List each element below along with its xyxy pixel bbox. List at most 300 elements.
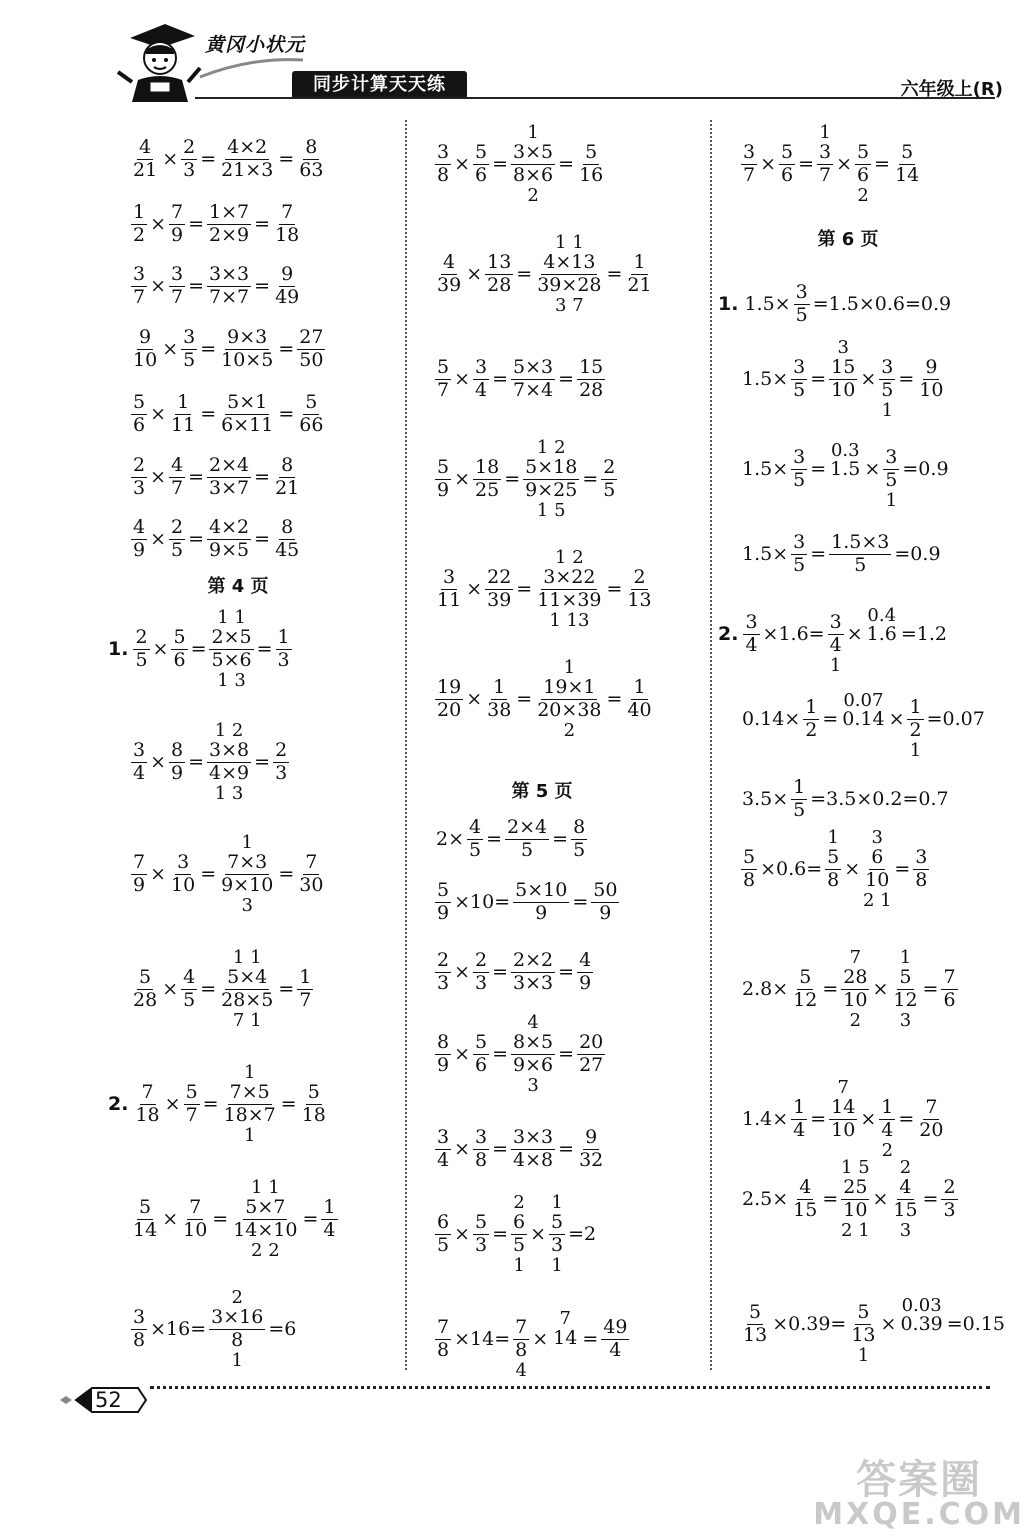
numerator: 3×8: [209, 739, 250, 761]
equation-part: [882, 446, 900, 511]
operator-text: =: [188, 527, 205, 550]
numerator: 5: [475, 141, 488, 163]
denominator: 5: [437, 1233, 450, 1256]
fraction: [435, 357, 451, 402]
fraction: [625, 677, 653, 722]
cancel-annotation-below: 1 5: [536, 499, 566, 521]
equation-part: [899, 622, 949, 645]
numerator: 3: [183, 326, 196, 348]
numerator: 2: [135, 626, 148, 648]
operator-text: 2.5×: [742, 1187, 789, 1210]
numerator: 3: [443, 566, 456, 588]
denominator: 9×5: [209, 538, 250, 561]
question-number: 1.: [108, 637, 129, 660]
cancel-annotation-below: 1: [551, 1254, 563, 1276]
page-number-badge: [58, 1382, 148, 1418]
denominator: 13: [743, 1323, 768, 1346]
cancel-annotation-above: 7: [849, 947, 862, 968]
fraction: [913, 847, 929, 892]
numerator: 8: [281, 454, 294, 476]
equation-row: [108, 264, 302, 309]
equation-row: [412, 817, 588, 862]
equation-row: [412, 232, 655, 316]
operator-text: =: [822, 707, 839, 730]
numerator: 5: [743, 846, 756, 868]
denominator: 5: [513, 1233, 526, 1256]
operator-text: ×: [864, 457, 881, 480]
fraction: [131, 327, 159, 372]
operator-text: =: [606, 577, 623, 600]
cancel-annotation-above: 7: [559, 1308, 571, 1330]
equation-part: [170, 627, 188, 672]
equation-row: [718, 689, 987, 761]
numerator: 9: [281, 263, 294, 285]
equation-part: [168, 852, 198, 897]
equation-part: [510, 122, 556, 206]
fraction: [829, 357, 857, 402]
numerator: 2: [133, 454, 146, 476]
operator-text: =: [606, 262, 623, 285]
question-number: 2.: [108, 1092, 129, 1115]
numerator: 2: [943, 1176, 956, 1198]
equation-part: [514, 577, 534, 600]
equation-row: [108, 392, 326, 437]
fraction: [169, 202, 185, 247]
equation-part: [148, 750, 168, 773]
equation-part: [514, 687, 534, 710]
denominator: 45: [275, 538, 300, 561]
operator-text: =: [278, 147, 295, 170]
equation-part: [580, 1327, 600, 1350]
equation-part: [452, 367, 472, 390]
equation-part: [945, 1312, 1007, 1335]
equation-part: [570, 817, 588, 862]
denominator: 4: [829, 633, 842, 656]
fraction: [219, 137, 275, 182]
equation-part: [163, 1092, 183, 1115]
fraction: [219, 392, 275, 437]
numerator: 2: [437, 949, 450, 971]
equation-part: [452, 467, 472, 490]
denominator: 3: [437, 971, 450, 994]
denominator: 16: [579, 163, 604, 186]
cancel-annotation-above: 1 2: [214, 720, 244, 741]
equation-part: [566, 1222, 598, 1245]
fraction: [207, 517, 251, 562]
page-header: [0, 0, 1033, 110]
operator-text: =: [188, 465, 205, 488]
equation-part: [790, 532, 808, 577]
operator-text: =: [200, 402, 217, 425]
equation-part: [206, 517, 252, 562]
denominator: 11: [437, 588, 462, 611]
denominator: 13: [851, 1323, 876, 1346]
numerator: 7: [515, 1316, 528, 1338]
equation-part: [230, 1177, 300, 1261]
operator-text: ×: [150, 212, 167, 235]
denominator: 3: [275, 761, 288, 784]
equation-part: [275, 627, 293, 672]
cancel-annotation-above: 2: [231, 1287, 243, 1308]
equation-part: [576, 357, 606, 402]
operator-text: =: [552, 827, 569, 850]
denominator: 12: [893, 988, 918, 1011]
operator-text: =: [558, 152, 575, 175]
equation-part: [827, 611, 845, 676]
fraction: [511, 950, 555, 995]
equation-part: [434, 827, 466, 850]
fraction: [131, 455, 147, 500]
denominator: 15: [893, 1198, 918, 1221]
denominator: 18: [275, 223, 300, 246]
operator-text: ×: [454, 1222, 471, 1245]
operator-text: ×: [530, 1222, 547, 1245]
numerator: 1: [133, 201, 146, 223]
numerator: 2×5: [211, 626, 252, 648]
equation-part: [151, 637, 171, 660]
equation-part: [130, 852, 148, 897]
fraction: [131, 967, 159, 1012]
denominator: 6×11: [221, 413, 274, 436]
operator-text: 1.5: [830, 457, 861, 480]
fraction: [485, 677, 513, 722]
fraction: [803, 697, 819, 742]
operator-text: =: [822, 977, 839, 1000]
equation-part: [472, 457, 502, 502]
equation-part: [132, 627, 150, 672]
fraction: [169, 852, 197, 897]
equation-part: [210, 1207, 230, 1230]
equation-part: [168, 455, 186, 500]
fraction: [435, 1032, 451, 1077]
equation-part: [879, 1312, 899, 1335]
operator-text: =: [280, 1092, 297, 1115]
fraction: [791, 777, 807, 822]
cancel-annotation-below: 3: [899, 1009, 912, 1031]
fraction: [181, 967, 197, 1012]
equation-part: [434, 950, 452, 995]
numerator: 7: [171, 201, 184, 223]
numerator: 3: [745, 611, 758, 633]
equation-row: [412, 547, 655, 631]
cancel-annotation-below: 3: [527, 1074, 539, 1096]
numerator: 50: [593, 879, 618, 901]
fraction: [625, 252, 653, 297]
equation-part: [624, 677, 654, 722]
fraction: [549, 1212, 565, 1257]
equation-part: [208, 607, 254, 691]
equation-row: [108, 455, 302, 500]
operator-text: =0.15: [946, 1312, 1005, 1335]
equation-row: [108, 202, 302, 247]
equation-part: [252, 527, 272, 550]
equation-part: [892, 142, 922, 187]
operator-text: =: [582, 467, 599, 490]
equation-part: [940, 1177, 958, 1222]
equation-part: [198, 337, 218, 360]
equation-part: [434, 1212, 452, 1257]
operator-text: ×: [150, 465, 167, 488]
numerator: 2×4: [507, 816, 548, 838]
operator-text: ×: [150, 527, 167, 550]
operator-text: =: [874, 152, 891, 175]
equation-part: [186, 527, 206, 550]
equation-part: [802, 697, 820, 742]
numerator: 2: [603, 456, 616, 478]
denominator: 8: [437, 163, 450, 186]
fraction: [511, 1127, 555, 1172]
cancel-annotation-below: 1 3: [214, 782, 244, 804]
cancel-annotation-above: 1: [551, 1192, 563, 1213]
equation-part: [434, 357, 452, 402]
cancel-annotation-above: 0.03: [901, 1294, 942, 1316]
equation-row: [412, 1308, 630, 1381]
operator-text: =: [278, 402, 295, 425]
numerator: 5: [781, 141, 794, 163]
equation-part: [828, 1077, 858, 1142]
fraction: [535, 567, 603, 612]
equation-part: [434, 880, 452, 925]
equation-part: [472, 1127, 490, 1172]
equation-part: [898, 1294, 944, 1335]
cancel-annotation-below: 1: [909, 739, 922, 761]
operator-text: ×14=: [454, 1327, 511, 1350]
numerator: 4: [799, 1176, 812, 1198]
numerator: 4×2: [209, 516, 250, 538]
fraction: [435, 457, 451, 502]
fraction: [849, 1302, 877, 1347]
numerator: 1: [633, 676, 646, 698]
denominator: 8: [827, 868, 840, 891]
equation-part: [790, 447, 808, 492]
fraction: [855, 142, 871, 187]
equation-part: [168, 202, 186, 247]
fraction: [297, 137, 325, 182]
equation-part: [472, 357, 490, 402]
equation-part: [896, 1107, 916, 1130]
cancel-annotation-above: 1 5: [841, 1157, 870, 1178]
denominator: 4: [475, 378, 488, 401]
numerator: 1: [805, 696, 818, 718]
equation-part: [556, 1137, 576, 1160]
fraction: [907, 697, 923, 742]
numerator: 3: [475, 1126, 488, 1148]
fraction: [297, 392, 325, 437]
operator-text: ×: [888, 707, 905, 730]
equation-part: [186, 274, 206, 297]
equation-part: [865, 604, 899, 645]
fraction: [917, 357, 945, 402]
equation-part: [180, 1197, 210, 1242]
equation-part: [870, 1187, 890, 1210]
numerator: 3: [793, 531, 806, 553]
denominator: 10: [919, 378, 944, 401]
column-divider: [405, 120, 407, 1370]
denominator: 12: [793, 988, 818, 1011]
operator-text: ×: [454, 467, 471, 490]
denominator: 3: [943, 1198, 956, 1221]
equation-part: [916, 1097, 946, 1142]
denominator: 50: [299, 348, 324, 371]
equation-part: [490, 367, 510, 390]
denominator: 10: [133, 348, 158, 371]
numerator: 5: [139, 966, 152, 988]
fraction: [485, 252, 513, 297]
equation-part: [130, 1307, 148, 1352]
cancel-annotation-above: 4: [527, 1012, 539, 1033]
equation-part: [168, 392, 198, 437]
equation-part: [858, 1107, 878, 1130]
fraction: [131, 517, 147, 562]
operator-text: ×: [150, 274, 167, 297]
numerator: 4: [139, 136, 152, 158]
fraction: [169, 740, 185, 785]
denominator: 3: [183, 158, 196, 181]
equation-part: [186, 212, 206, 235]
equation-part: [570, 890, 590, 913]
numerator: 7: [281, 201, 294, 223]
equation-row: [108, 1177, 339, 1261]
operator-text: ×0.6=: [760, 857, 823, 880]
equation-part: [484, 567, 514, 612]
numerator: 5: [827, 846, 840, 868]
cancel-annotation-below: 2: [563, 719, 576, 741]
denominator: 3×3: [513, 971, 554, 994]
numerator: 2: [633, 566, 646, 588]
fraction: [829, 532, 891, 577]
cancel-annotation-above: 1: [563, 657, 576, 678]
equation-part: [130, 327, 160, 372]
numerator: 6: [513, 1211, 526, 1233]
fraction: [181, 327, 197, 372]
denominator: 9: [437, 901, 450, 924]
equation-part: [793, 282, 811, 327]
cancel-annotation-above: 1 2: [536, 437, 566, 458]
equation-part: [490, 1137, 510, 1160]
equation-part: [820, 1187, 840, 1210]
numerator: 3: [915, 846, 928, 868]
fraction: [435, 1127, 451, 1172]
numerator: 5: [173, 626, 186, 648]
equation-part: [848, 1301, 878, 1366]
denominator: 15: [793, 1198, 818, 1221]
equation-part: [740, 1187, 790, 1210]
equation-part: [550, 827, 570, 850]
grade-label: 六年级上(R): [900, 79, 1003, 100]
fraction: [883, 447, 899, 492]
equation-part: [276, 402, 296, 425]
operator-text: =: [898, 367, 915, 390]
watermark: [813, 1457, 1025, 1532]
equation-part: [276, 977, 296, 1000]
fraction: [577, 1127, 605, 1172]
equation-part: [218, 947, 276, 1031]
fraction: [207, 264, 251, 309]
equation-part: [490, 960, 510, 983]
operator-text: =: [188, 750, 205, 773]
numerator: 4: [183, 966, 196, 988]
denominator: 4×9: [209, 761, 250, 784]
equation-part: [548, 1192, 566, 1276]
operator-text: ×: [466, 687, 483, 710]
equation-part: [160, 977, 180, 1000]
fraction: [473, 357, 489, 402]
denominator: 5: [573, 838, 586, 861]
equation-part: [434, 252, 464, 297]
equation-part: [452, 1042, 472, 1065]
equation-part: [900, 457, 950, 480]
equation-part: [550, 1308, 580, 1350]
equation-part: [279, 1092, 299, 1115]
equation-row: [412, 122, 606, 206]
equation-part: [206, 455, 252, 500]
numerator: 3×22: [543, 566, 596, 588]
operator-text: 0.39: [900, 1312, 943, 1335]
numerator: 5×3: [513, 356, 554, 378]
denominator: 8: [437, 1338, 450, 1361]
numerator: 2×4: [209, 454, 250, 476]
fraction: [577, 950, 593, 995]
operator-text: =: [212, 1207, 229, 1230]
equation-part: [208, 1287, 266, 1371]
equation-part: [890, 947, 920, 1031]
equation-part: [272, 517, 302, 562]
denominator: 20: [437, 698, 462, 721]
equation-row: [108, 1287, 298, 1371]
cancel-annotation-below: 1: [885, 489, 898, 511]
denominator: 6: [857, 163, 870, 186]
equation-part: [858, 367, 878, 390]
equation-part: [130, 967, 160, 1012]
numerator: 8: [437, 1031, 450, 1053]
denominator: 39×28: [537, 273, 602, 296]
numerator: 4: [469, 816, 482, 838]
equation-part: [510, 1012, 556, 1096]
numerator: 5: [133, 391, 146, 413]
equation-part: [180, 327, 198, 372]
fraction: [184, 1082, 200, 1127]
denominator: 7: [299, 988, 312, 1011]
fraction: [511, 1212, 527, 1257]
denominator: 9: [133, 538, 146, 561]
numerator: 5: [185, 1081, 198, 1103]
operator-text: =: [492, 1042, 509, 1065]
equation-part: [510, 1192, 528, 1276]
equation-part: [464, 687, 484, 710]
fraction: [625, 567, 653, 612]
equation-part: [148, 862, 168, 885]
denominator: 9: [599, 901, 612, 924]
cancel-annotation-below: 1 3: [217, 669, 246, 691]
fraction: [523, 457, 579, 502]
footer-dotted-rule: [150, 1386, 990, 1389]
equation-row: [108, 607, 293, 691]
equation-row: [718, 282, 953, 327]
equation-row: [412, 1127, 606, 1172]
section-heading: 第 6 页: [817, 229, 879, 250]
equation-part: [130, 264, 148, 309]
denominator: 11: [171, 413, 196, 436]
denominator: 3: [551, 1233, 564, 1256]
equation-part: [576, 950, 594, 995]
denominator: 9: [579, 971, 592, 994]
numerator: 5: [437, 456, 450, 478]
operator-text: =: [254, 465, 271, 488]
numerator: 5: [749, 1301, 762, 1323]
operator-text: ×: [872, 1187, 889, 1210]
equation-part: [130, 1197, 160, 1242]
denominator: 9: [535, 901, 548, 924]
